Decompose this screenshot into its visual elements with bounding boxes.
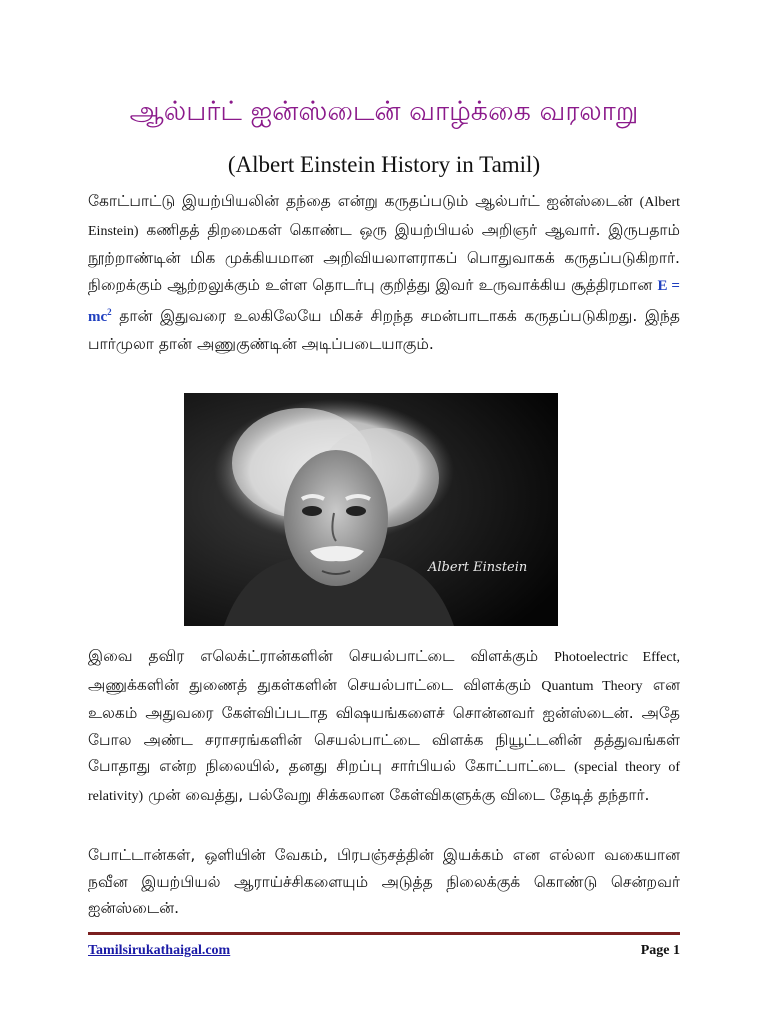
formula-emc2: $E = mc^2$ [88, 277, 680, 325]
term-quantum-theory: Quantum Theory [541, 678, 643, 694]
document-title: ஆல்பர்ட் ஐன்ஸ்டைன் வாழ்க்கை வரலாறு [129, 96, 639, 127]
paragraph-intro [88, 188, 680, 357]
image-caption: Albert Einstein [428, 560, 528, 575]
page-number: Page 1 [640, 943, 680, 958]
paragraph-text: முன் வைத்து, பல்வேறு சிக்கலான கேள்விகளுக்கு விடை தேடித் தந்தார். [143, 785, 650, 804]
paragraph-text: கணிதத் திறமைகள் கொண்ட ஒரு இயற்பியல் அறிஞர் ஆவார். இருபதாம் நூற்றாண்டின் மிக முக்கியமான அறிவியலாளராகப் பொதுவாகக் கருதப்படுகிறார். நிறைக்கும் ஆற்றலுக்கும் உள்ள தொடர்பு குறித்து இவர் உருவாக்கிய சூத்திரமான [88, 220, 680, 294]
term-photoelectric: Photoelectric Effect, [554, 650, 680, 665]
paragraph-legacy [88, 842, 680, 922]
paragraph-text: என உலகம் அதுவரை கேள்விப்படாத விஷயங்களைச் சொன்னவர் ஐன்ஸ்டைன். அதே போல அண்ட சராசரங்களின் செயல்பாட்டை விளக்க நியூட்டனின் தத்துவங்கள் போதாது என்ற நிலையில், தனது சிறப்பு சார்பியல் கோட்பாட்டை [88, 675, 680, 775]
footer-divider [88, 932, 680, 935]
paragraph-contributions [88, 643, 680, 810]
paragraph-text: கோட்பாட்டு இயற்பியலின் தந்தை என்று கருதப்படும் ஆல்பர்ட் ஐன்ஸ்டைன் [88, 192, 640, 210]
paragraph-text: தான் இதுவரை உலகிலேயே மிகச் சிறந்த சமன்பாடாகக் கருதப்படுகிறது. இந்த பார்முலா தான் அணுகுண்டின் அடிப்படையாகும். [88, 307, 680, 353]
english-name: (Albert Einstein) [88, 195, 680, 239]
paragraph-text: இவை தவிர எலெக்ட்ரான்களின் செயல்பாட்டை விளக்கும் [88, 647, 555, 665]
paragraph-text: போட்டான்கள், ஒளியின் வேகம், பிரபஞ்சத்தின் இயக்கம் என எல்லா வகையான நவீன இயற்பியல் ஆராய்ச்சிகளையும் அடுத்த நிலைக்குக் கொண்டு சென்றவர் ஐன்ஸ்டைன். [88, 846, 680, 917]
document-subtitle: (Albert Einstein History in Tamil) [227, 152, 541, 177]
einstein-portrait-image [184, 393, 558, 626]
footer-site-link[interactable]: Tamilsirukathaigal.com [88, 943, 231, 958]
portrait-illustration [184, 393, 558, 626]
term-relativity: (special theory of relativity) [88, 760, 680, 804]
paragraph-text: அணுக்களின் துணைத் துகள்களின் செயல்பாட்டை விளக்கும் [88, 675, 542, 694]
